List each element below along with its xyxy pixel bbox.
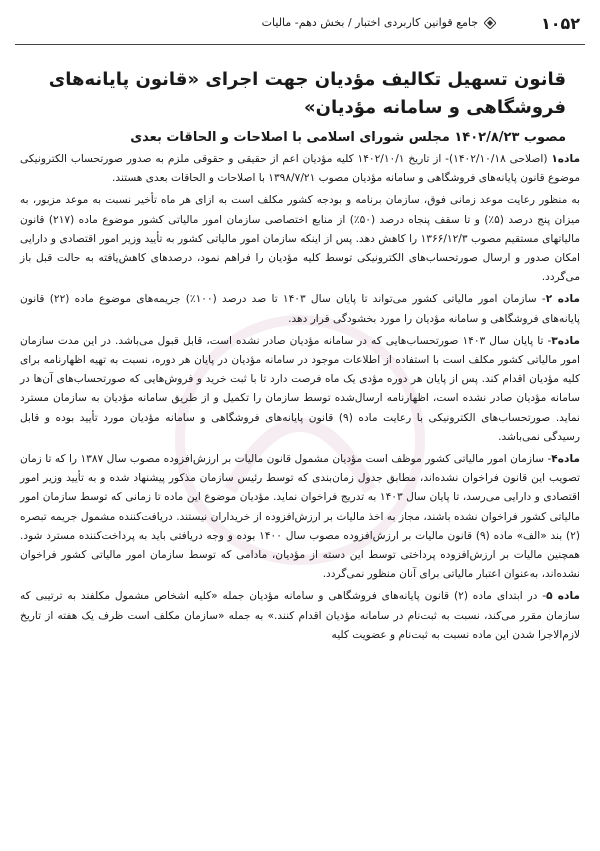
article-label: ماده ۵ bbox=[546, 590, 580, 603]
article-text: (اصلاحی ۱۴۰۲/۱۰/۱۸)- از تاریخ ۱۴۰۲/۱۰/۱ کلیه مؤدیان اعم از حقیقی و حقوقی ملزم به صدور صورتحساب الکترونیکی موضوع قانون پایانه‌های فروشگاهی و سامانه مؤدیان مصوب ۱۳۹۸/۷/۲۱ با اصلاحات و الحاقات بعدی هستند. bbox=[20, 153, 580, 185]
article-label: ماده۴ bbox=[551, 453, 580, 466]
running-title: جامع قوانین کاربردی اختبار / بخش دهم- مالیات bbox=[261, 16, 478, 29]
article-paragraph bbox=[20, 587, 580, 645]
article-text: - تا پایان سال ۱۴۰۳ صورتحساب‌هایی که در سامانه مؤدیان صادر نشده است، قابل قبول می‌باشد. در این مدت سازمان امور مالیاتی کشور مکلف است با استفاده از اطلاعات موجود در سامانه مؤدیان در پایان هر دوره، نسبت به تهیه اظهارنامه برای کلیه مؤدیان اقدام کند. پس از پایان هر دوره مؤدی یک ماه فرصت دارد تا با ثبت خرید و فروش‌هایی که صورتحساب‌های آن‌ها در سامانه مؤدیان صادر نشده است، اظهارنامه ارسال‌شده توسط سازمان را تکمیل و از طریق سامانه مؤدیان به سازمان مسترد نماید. صورتحساب‌های الکترونیکی با رعایت ماده (۹) قانون پایانه‌های فروشگاهی و سامانه مؤدیان مورد تأیید بوده و قابل رسیدگی نمی‌باشد. bbox=[20, 334, 580, 443]
article-text: - سازمان امور مالیاتی کشور می‌تواند تا پایان سال ۱۴۰۳ تا صد درصد (۱۰۰٪) جریمه‌های موضوع ماده (۲۲) قانون پایانه‌های فروشگاهی و سامانه مؤدیان را مورد بخشودگی قرار دهد. bbox=[20, 293, 580, 325]
article-label: ماده۳ bbox=[551, 334, 580, 347]
ornament-diamond-icon bbox=[484, 17, 496, 29]
page-header bbox=[0, 0, 600, 46]
article-label: ماده۱ bbox=[551, 153, 581, 165]
law-subtitle: مصوب ۱۴۰۲/۸/۲۳ مجلس شورای اسلامی با اصلاحات و الحاقات بعدی bbox=[130, 130, 566, 145]
article-paragraph bbox=[20, 191, 580, 287]
article-text: - در ابتدای ماده (۲) قانون پایانه‌های فروشگاهی و سامانه مؤدیان جمله «کلیه اشخاص مشمول مکلفند به ترتیبی که سازمان مقرر می‌کند، نسبت به ثبت‌نام در سامانه مؤدیان اقدام کنند.» به جمله «سازمان مکلف است ظرف یک هفته از تاریخ لازم‌الاجرا شدن این ماده نسبت به ثبت‌نام و عضویت کلیه bbox=[20, 590, 580, 641]
law-body bbox=[20, 150, 580, 648]
article-paragraph bbox=[20, 450, 580, 584]
article-paragraph bbox=[20, 290, 580, 328]
page-number: ۱۰۵۲ bbox=[540, 14, 580, 33]
article-text: - سازمان امور مالیاتی کشور موظف است مؤدیان مشمول قانون مالیات بر ارزش‌افزوده مصوب سال ۱۳۸۷ را که تا زمان تصویب این قانون فراخوان نشده‌اند، مطابق جدول زمان‌بندی که توسط رئیس سازمان مذکور پیشنهاد شده و به تأیید وزیر امور اقتصادی و دارایی می‌رسد، تا پایان سال ۱۴۰۳ به تدریج فراخوان نماید. مؤدیان موضوع این ماده تا زمانی که توسط سازمان امور مالیاتی کشور فراخوان نشده باشند، مجاز به اخذ مالیات بر ارزش‌افزوده از خریداران نیستند. دریافت‌کننده مشمول جریمه تبصره (۲) بند «الف» ماده (۹) قانون مالیات بر ارزش‌افزوده مصوب سال ۱۴۰۰ بوده و وجه دریافتی باید به پرداخت‌کننده مسترد شود. همچنین مالیات بر ارزش‌افزوده پرداختی توسط این دسته از مؤدیان، مادامی که توسط سازمان امور مالیاتی کشور فراخوان نشده‌اند، به‌عنوان اعتبار مالیاتی برای آنان منظور نمی‌گردد. bbox=[20, 453, 580, 581]
header-divider bbox=[15, 44, 585, 45]
article-paragraph bbox=[20, 332, 580, 447]
law-title: قانون تسهیل تکالیف مؤدیان جهت اجرای «قانون پایانه‌های فروشگاهی و سامانه مؤدیان» bbox=[48, 69, 566, 118]
article-paragraph bbox=[20, 150, 580, 188]
article-text: به منظور رعایت موعد زمانی فوق، سازمان برنامه و بودجه کشور مکلف است به ازای هر ماه تأخیر نسبت به موعد مزبور، به میزان پنج درصد (۵٪) و تا سقف پنجاه درصد (۵۰٪) از منابع اختصاصی سازمان امور مالیاتی کشور موضوع ماده (۲۱۷) قانون مالیاتهای مستقیم مصوب ۱۳۶۶/۱۲/۳ را کاهش دهد. پس از اینکه سازمان امور مالیاتی کشور به تأیید وزیر امور اقتصادی و دارایی امکان صدور و ارسال صورتحساب‌های الکترونیکی توسط کلیه مؤدیان را فراهم نمود، درصدهای کاهش‌یافته به حالت قبل باز می‌گردد. bbox=[20, 194, 580, 284]
article-label: ماده ۲ bbox=[545, 293, 580, 306]
